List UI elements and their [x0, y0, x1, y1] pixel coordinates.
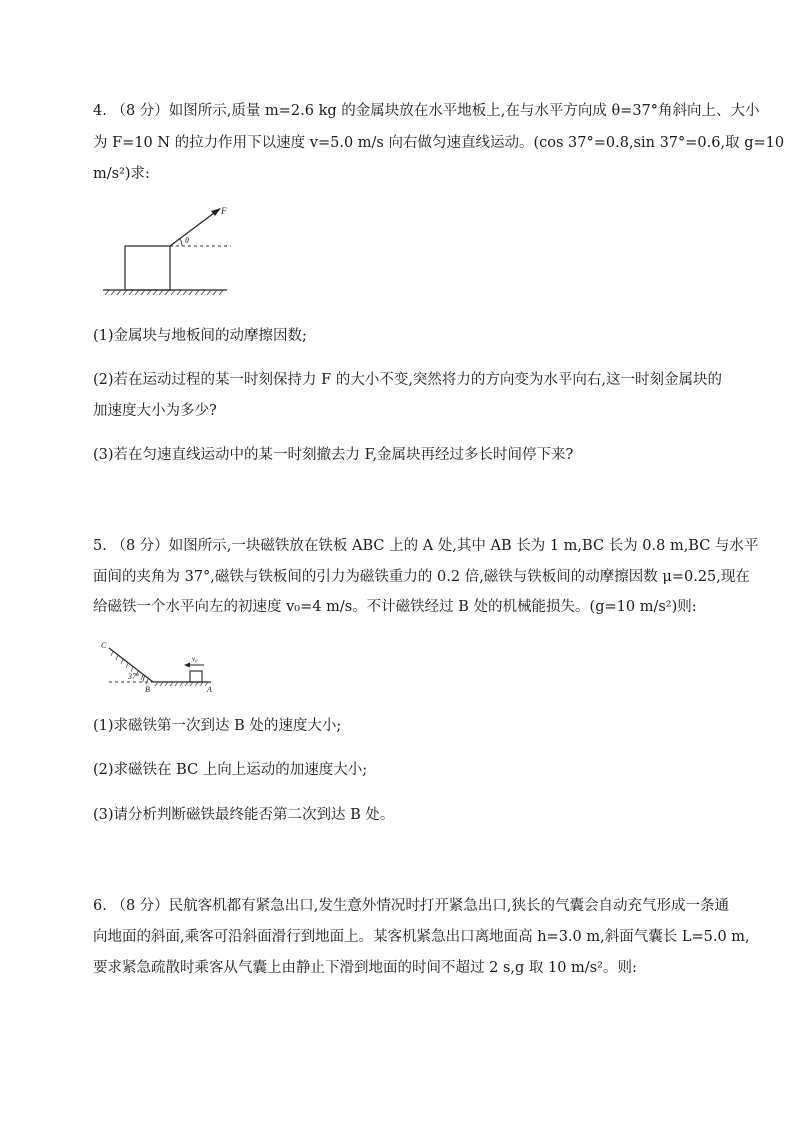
q4-figure — [95, 200, 245, 300]
q4-sub-2: (2)若在运动过程的某一时刻保持力 F 的大小不变,突然将力的方向变为水平向右,这一时刻金属块的 — [93, 372, 723, 388]
q5-sub-2: (2)求磁铁在 BC 上向上运动的加速度大小; — [93, 762, 368, 778]
q6-line-2: 向地面的斜面,乘客可沿斜面滑行到地面上。某客机紧急出口离地面高 h=3.0 m,斜面气囊长 L=5.0 m, — [93, 929, 750, 945]
q4-angle-label: θ — [185, 236, 189, 245]
q4-ground-hatch — [105, 290, 223, 295]
q6-line-1: 6. （8 分）民航客机都有紧急出口,发生意外情况时打开紧急出口,狭长的气囊会自动充气形成一条通 — [93, 898, 729, 914]
q5-label-c: C — [101, 641, 107, 650]
q5-angle-arc — [143, 676, 145, 682]
q5-angle-label: 37° — [128, 672, 140, 681]
q4-line-2: 为 F=10 N 的拉力作用下以速度 v=5.0 m/s 向右做匀速直线运动。(cos 37°=0.8,sin 37°=0.6,取 g=10 — [93, 135, 785, 151]
q5-line-1: 5. （8 分）如图所示,一块磁铁放在铁板 ABC 上的 A 处,其中 AB 长为 1 m,BC 长为 0.8 m,BC 与水平 — [93, 538, 759, 554]
q4-sub-1: (1)金属块与地板间的动摩擦因数; — [93, 328, 307, 344]
q5-label-a: A — [207, 685, 212, 694]
q5-label-b: B — [145, 685, 150, 694]
q4-line-1: 4. （8 分）如图所示,质量 m=2.6 kg 的金属块放在水平地板上,在与水平方向成 θ=37°角斜向上、大小 — [93, 103, 760, 119]
q5-sub-1: (1)求磁铁第一次到达 B 处的速度大小; — [93, 718, 342, 734]
q4-sub-3: (3)若在匀速直线运动中的某一时刻撤去力 F,金属块再经过多长时间停下来? — [93, 447, 574, 463]
q5-velocity-arrowhead — [184, 663, 190, 668]
q4-force-label: F — [221, 206, 227, 216]
q5-line-2: 面间的夹角为 37°,磁铁与铁板间的引力为磁铁重力的 0.2 倍,磁铁与铁板间的动摩擦因数 μ=0.25,现在 — [93, 569, 750, 585]
q4-sub-2-cont: 加速度大小为多少? — [93, 403, 217, 419]
q5-line-3: 给磁铁一个水平向左的初速度 v₀=4 m/s。不计磁铁经过 B 处的机械能损失。(g=10 m/s²)则: — [93, 599, 697, 615]
q5-figure — [95, 638, 230, 698]
q4-force-arrow — [170, 210, 218, 246]
q4-angle-arc — [180, 239, 182, 246]
q5-sub-3: (3)请分析判断磁铁最终能否第二次到达 B 处。 — [93, 807, 395, 823]
q4-line-3: m/s²)求: — [93, 166, 150, 182]
q6-line-3: 要求紧急疏散时乘客从气囊上由静止下滑到地面的时间不超过 2 s,g 取 10 m/s²。则: — [93, 960, 637, 976]
q5-magnet-block — [190, 671, 202, 682]
q4-metal-block — [125, 246, 170, 290]
q5-velocity-label: v₀ — [192, 655, 198, 663]
